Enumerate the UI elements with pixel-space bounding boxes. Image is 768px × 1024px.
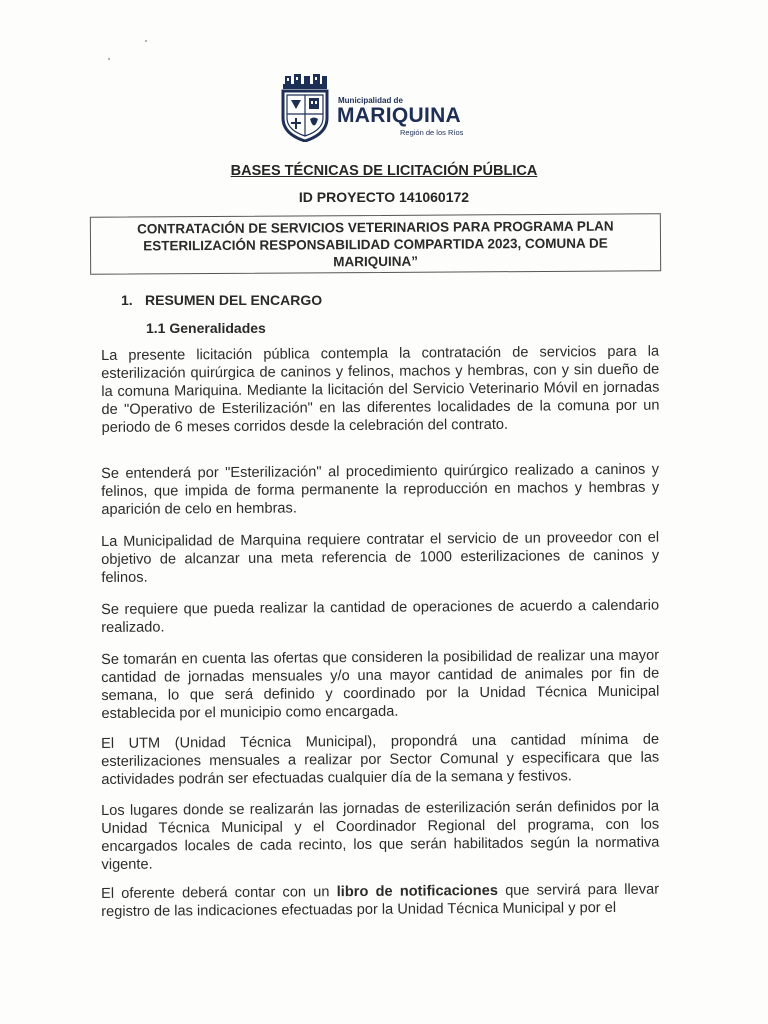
paragraph-8	[101, 881, 659, 921]
paragraph-8-end: que servirá para llevar registro de las indicaciones efectuadas por la Unidad Técnica Municipal y por el	[101, 881, 660, 920]
logo-region: Región de los Ríos	[400, 128, 464, 137]
logo-subtitle: Municipalidad de	[338, 96, 403, 105]
paragraph-5: Se tomarán en cuenta las ofertas que consideren la posibilidad de realizar una mayor cantidad de jornadas mensuales y/o una mayor cantidad de animales por fin de semana, lo que será definido y coordinado por la Unidad Técnica Municipal establecida por el municipio como encargada.	[101, 647, 660, 722]
section-heading	[121, 292, 322, 308]
document-title: BASES TÉCNICAS DE LICITACIÓN PÚBLICA	[230, 163, 538, 179]
paragraph-8-start: El oferente deberá contar con un	[101, 884, 337, 902]
paragraph-2: Se entenderá por "Esterilización" al procedimiento quirúrgico realizado a caninos y felinos, que impida de forma permanente la reproducción en machos y hembras y aparición de celo en hembras.	[101, 461, 660, 518]
paragraph-4: Se requiere que pueda realizar la cantidad de operaciones de acuerdo a calendario realizado.	[101, 597, 660, 636]
municipality-logo	[280, 74, 480, 146]
contract-title-box	[90, 213, 661, 274]
section-number: 1.	[121, 292, 133, 308]
scan-speck	[108, 58, 110, 60]
municipal-coat-of-arms-icon	[280, 74, 330, 142]
paragraph-8-bold: libro de notificaciones	[336, 882, 498, 901]
contract-title: CONTRATACIÓN DE SERVICIOS VETERINARIOS PARA PROGRAMA PLAN ESTERILIZACIÓN RESPONSABILIDAD COMPARTIDA 2023, COMUNA DE MARIQUINA”	[137, 218, 614, 270]
paragraph-6: El UTM (Unidad Técnica Municipal), propondrá una cantidad mínima de esterilizaciones mensuales a realizar por Sector Comunal y especificara que las actividades podrán ser efectuadas cualquier día de la semana y festivos.	[101, 731, 660, 788]
subsection-heading: 1.1 Generalidades	[146, 320, 266, 336]
paragraph-3: La Municipalidad de Marquina requiere contratar el servicio de un proveedor con el objetivo de alcanzar una meta referencia de 1000 esterilizaciones de caninos y felinos.	[101, 529, 660, 586]
section-title: RESUMEN DEL ENCARGO	[145, 292, 323, 308]
logo-name: MARIQUINA	[337, 104, 462, 127]
scan-speck	[145, 40, 147, 42]
paragraph-7: Los lugares donde se realizarán las jornadas de esterilización serán definidos por la Unidad Técnica Municipal y el Coordinador Regional del programa, con los encargados locales de cada recinto, los que serán habilitados según la normativa vigente.	[101, 798, 660, 873]
paragraph-1: La presente licitación pública contempla la contratación de servicios para la esterilización quirúrgica de caninos y felinos, machos y hembras, con y sin dueño de la comuna Mariquina. Mediante la licitación del Servicio Veterinario Móvil en jornadas de "Operativo de Esterilización" en las diferentes localidades de la comuna por un periodo de 6 meses corridos desde la celebración del contrato.	[101, 343, 660, 436]
project-id: ID PROYECTO 141060172	[298, 189, 470, 205]
